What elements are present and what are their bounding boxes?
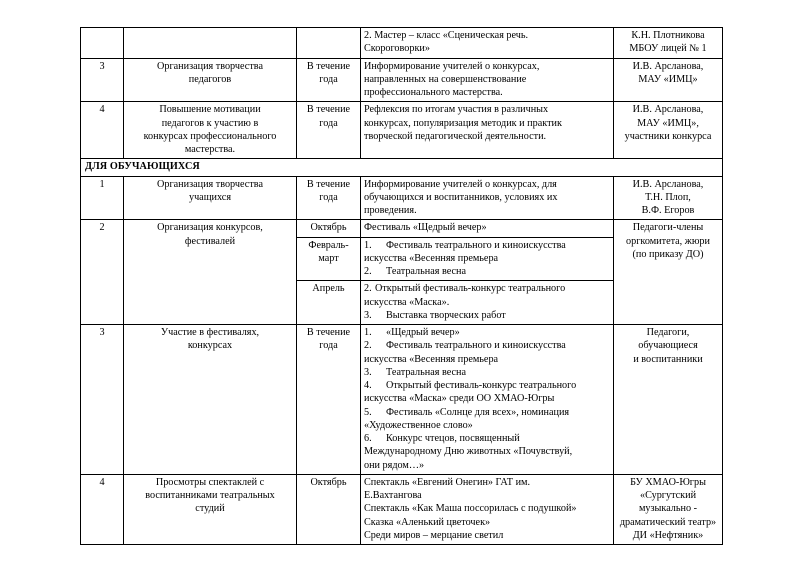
list-item-continuation: [364, 459, 610, 472]
direction-line: учащихся: [188, 191, 232, 203]
term-line: года: [319, 73, 338, 85]
term-line: Февраль-: [308, 239, 349, 251]
list-marker: 5.: [364, 406, 372, 418]
list-item: [364, 366, 610, 379]
responsible-line: участники конкурса: [624, 130, 712, 142]
cell-content: [361, 281, 614, 325]
list-marker: 1.: [364, 327, 372, 338]
responsible-line: И.В. Арсланова,: [632, 104, 704, 116]
content-line: Информирование учителей о конкурсах, для: [364, 178, 557, 190]
direction-line: Организация конкурсов,: [157, 222, 263, 234]
content-line-justified: Спектакль «Евгений Онегин» ГАТ им.: [364, 476, 531, 488]
responsible-line: МБОУ лицей № 1: [629, 43, 707, 55]
responsible-line: драматический театр»: [619, 516, 717, 528]
cell-content: [361, 325, 614, 475]
direction-line: Участие в фестивалях,: [160, 327, 260, 338]
content-line: Среди миров – мерцание светил: [364, 529, 504, 541]
cell-term: [297, 28, 361, 59]
activities-table: [80, 27, 723, 545]
content-list: [364, 239, 610, 279]
responsible-line: (по приказу ДО): [632, 248, 704, 260]
cell-term: [297, 58, 361, 102]
cell-responsible: [614, 58, 723, 102]
direction-line: конкурсах профессионального: [143, 130, 277, 142]
content-line: Рефлексия по итогам участия в различных: [364, 104, 549, 116]
cell-direction: [124, 102, 297, 159]
direction-line: Повышение мотивации: [159, 104, 261, 116]
responsible-line: оргкомитета, жюри: [626, 235, 710, 247]
responsible-line: В.Ф. Егоров: [641, 205, 695, 216]
list-text: Театральная весна: [386, 266, 466, 277]
responsible-line: ДИ «Нефтяник»: [632, 529, 704, 541]
cell-term: [297, 281, 361, 325]
cell-number: 1: [81, 176, 124, 220]
list-text: Открытый фестиваль-конкурс театрального: [375, 283, 566, 295]
list-text: Фестиваль театрального и киноискусства: [386, 239, 566, 251]
cell-content: [361, 58, 614, 102]
term-line: года: [319, 340, 338, 352]
cell-term: [297, 474, 361, 544]
list-marker: 2.: [364, 283, 372, 295]
cell-responsible: [614, 176, 723, 220]
list-text: Театральная весна: [386, 366, 466, 378]
list-text: Выставка творческих работ: [386, 309, 506, 321]
cell-direction: [124, 58, 297, 102]
list-item-continuation: [364, 296, 610, 309]
list-item: [364, 326, 610, 339]
cell-content: [361, 220, 614, 237]
list-text: искусства «Весенняя премьера: [364, 252, 499, 264]
list-text: искусства «Маска».: [364, 296, 450, 308]
table-row: [81, 176, 723, 220]
cell-direction: [124, 474, 297, 544]
term-line: март: [318, 252, 339, 264]
term-line: Апрель: [312, 283, 345, 295]
list-item: [364, 265, 610, 278]
list-item-continuation: [364, 252, 610, 265]
table-row: [81, 325, 723, 475]
cell-direction: [124, 325, 297, 475]
term-line: Октябрь: [310, 476, 347, 488]
cell-term: [297, 325, 361, 475]
direction-line: конкурсах: [187, 340, 233, 352]
content-line: конкурсах, популяризация методик и практик: [364, 117, 562, 129]
table-row: [81, 28, 723, 59]
table-row: [81, 474, 723, 544]
list-text: «Художественное слово»: [364, 419, 473, 431]
responsible-line: И.В. Арсланова,: [632, 60, 704, 72]
responsible-line: музыкально -: [638, 503, 698, 515]
content-line: направленных на совершенствование: [364, 73, 527, 85]
cell-number: [81, 28, 124, 59]
term-line: Октябрь: [310, 222, 347, 234]
cell-content: [361, 474, 614, 544]
list-marker: 2.: [364, 266, 372, 277]
direction-line: фестивалей: [184, 235, 236, 247]
cell-number: 3: [81, 325, 124, 475]
section-header-label: ДЛЯ ОБУЧАЮЩИХСЯ: [81, 159, 723, 176]
responsible-line: БУ ХМАО-Югры: [630, 476, 706, 488]
content-line: Фестиваль «Щедрый вечер»: [364, 222, 487, 234]
responsible-line: и воспитанники: [633, 353, 703, 365]
term-line: года: [319, 191, 338, 203]
responsible-line: МАУ «ИМЦ»,: [637, 117, 699, 129]
list-item-continuation: [364, 445, 610, 458]
list-marker: 4.: [364, 380, 372, 391]
list-text: Фестиваль театрального и киноискусства: [386, 340, 566, 352]
responsible-line: МАУ «ИМЦ»: [638, 73, 698, 85]
list-marker: 6.: [364, 433, 372, 444]
direction-line: Просмотры спектаклей с: [155, 476, 265, 488]
cell-responsible: [614, 474, 723, 544]
term-line: В течение: [306, 178, 351, 190]
table-row: [81, 220, 723, 237]
content-line: Скороговорки»: [364, 43, 430, 55]
content-list: [364, 326, 610, 472]
list-item: [364, 339, 610, 352]
list-text: Фестиваль «Солнце для всех», номинация: [386, 406, 570, 418]
direction-line: педагогов к участию в: [161, 117, 259, 129]
table-row: [81, 102, 723, 159]
direction-line: педагогов: [188, 73, 232, 85]
cell-number: 4: [81, 474, 124, 544]
cell-number: 4: [81, 102, 124, 159]
content-line: Е.Вахтангова: [364, 490, 422, 501]
direction-line: студий: [195, 503, 225, 515]
list-item-continuation: [364, 419, 610, 432]
list-text: Открытый фестиваль-конкурс театрального: [386, 380, 577, 391]
responsible-line: Педагоги-члены: [632, 222, 704, 234]
list-text: Международному Дню животных «Почувствуй,: [364, 446, 573, 458]
term-line: года: [319, 117, 338, 129]
cell-term: [297, 102, 361, 159]
content-line: 2. Мастер – класс «Сценическая речь.: [364, 30, 529, 41]
cell-term: [297, 237, 361, 281]
list-item: [364, 282, 610, 295]
list-item: [364, 309, 610, 322]
cell-content: [361, 102, 614, 159]
list-marker: 2.: [364, 340, 372, 352]
list-text: искусства «Весенняя премьера: [364, 353, 499, 365]
cell-term: [297, 176, 361, 220]
cell-responsible: [614, 28, 723, 59]
content-line: творческой педагогической деятельности.: [364, 130, 547, 142]
cell-responsible: [614, 102, 723, 159]
content-line: проведения.: [364, 205, 417, 216]
list-text: искусства «Маска» среди ОО ХМАО-Югры: [364, 393, 555, 405]
responsible-line: Педагоги, обучающиеся: [638, 327, 698, 352]
cell-content: [361, 28, 614, 59]
list-marker: 1.: [364, 239, 372, 251]
list-text: Конкурс чтецов, посвященный: [386, 433, 520, 444]
list-marker: 3.: [364, 366, 372, 378]
cell-responsible: [614, 220, 723, 325]
term-line: В течение: [306, 60, 351, 72]
section-header-row: [81, 159, 723, 176]
cell-direction: [124, 220, 297, 325]
responsible-line: И.В. Арсланова,: [632, 178, 704, 190]
cell-content: [361, 237, 614, 281]
list-item-continuation: [364, 392, 610, 405]
cell-number: 3: [81, 58, 124, 102]
term-line: В течение: [306, 327, 351, 338]
direction-line: Организация творчества: [157, 60, 263, 72]
responsible-line: К.Н. Плотникова: [631, 30, 705, 41]
cell-direction: [124, 176, 297, 220]
responsible-line: «Сургутский: [639, 490, 697, 501]
list-text: они рядом…»: [364, 459, 425, 471]
content-line: Информирование учителей о конкурсах,: [364, 60, 540, 72]
cell-term: [297, 220, 361, 237]
term-line: В течение: [306, 104, 351, 116]
content-list: [364, 282, 610, 322]
responsible-line: Т.Н. Плоп,: [645, 191, 691, 203]
content-line: профессионального мастерства.: [364, 87, 503, 98]
list-marker: 3.: [364, 309, 372, 321]
content-line: Сказка «Аленький цветочек»: [364, 516, 491, 528]
direction-line: воспитанниками театральных: [145, 490, 275, 501]
cell-number: 2: [81, 220, 124, 325]
list-item: [364, 432, 610, 445]
direction-line: мастерства.: [184, 144, 236, 155]
direction-line: Организация творчества: [157, 178, 263, 190]
list-text: «Щедрый вечер»: [386, 327, 460, 338]
cell-content: [361, 176, 614, 220]
list-item: [364, 379, 610, 392]
list-item: [364, 239, 610, 252]
cell-responsible: [614, 325, 723, 475]
list-item: [364, 406, 610, 419]
table-row: [81, 58, 723, 102]
content-line: обучающихся и воспитанников, условиях их: [364, 191, 558, 203]
content-line: Спектакль «Как Маша поссорилась с подушкой»: [364, 503, 577, 515]
cell-direction: [124, 28, 297, 59]
list-item-continuation: [364, 353, 610, 366]
